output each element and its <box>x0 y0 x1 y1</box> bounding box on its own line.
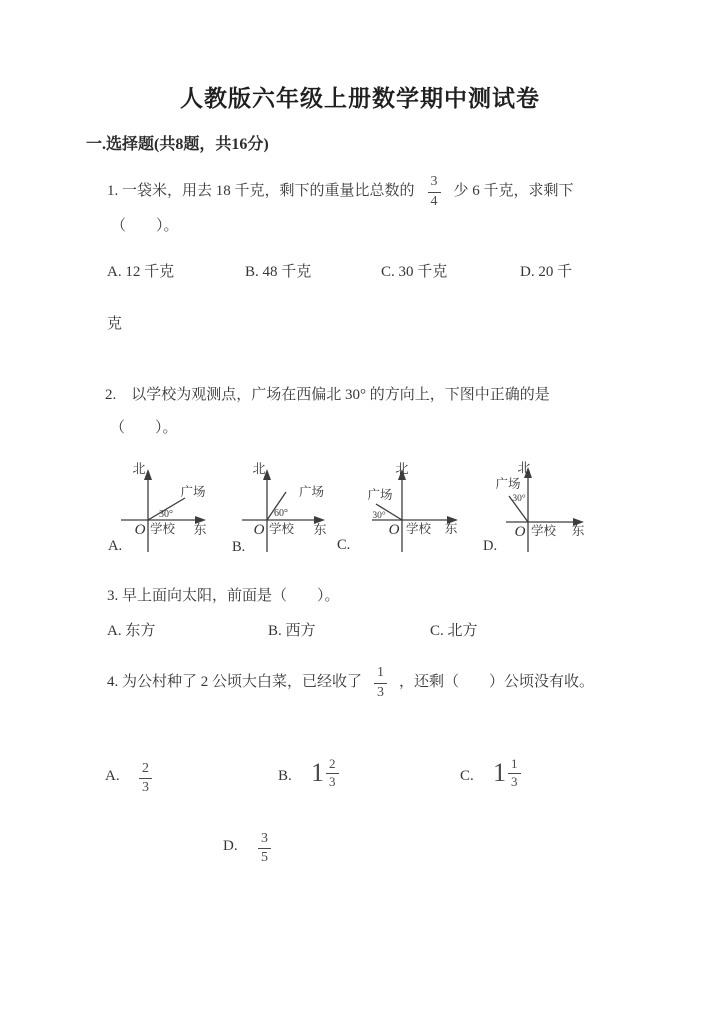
school-label: 学校 <box>269 522 295 536</box>
q4-option-b-mixed-number <box>311 757 339 790</box>
q2-option-c-letter: C. <box>337 537 351 553</box>
q1-option-d-wrapped-char: 克 <box>107 316 123 332</box>
question-1-line1 <box>107 170 574 214</box>
q4-option-a-fraction <box>139 761 152 796</box>
q4-option-c-fraction <box>508 757 521 790</box>
direction-diagram-a <box>105 456 225 558</box>
q1-text-before: 1. 一袋米，用去 18 千克，剩下的重量比总数的 <box>107 183 415 200</box>
fraction-numerator: 3 <box>258 831 271 849</box>
origin-label: O <box>514 524 526 540</box>
page-title: 人教版六年级上册数学期中测试卷 <box>180 86 540 111</box>
q1-option-b: B. 48 千克 <box>245 264 312 280</box>
fraction-numerator: 1 <box>374 665 387 683</box>
east-axis-label: 东 <box>444 521 458 536</box>
direction-diagram-b <box>228 456 351 558</box>
question-3-line1: 3. 早上面向太阳，前面是（ ）。 <box>107 588 340 604</box>
q4-option-c-letter: C. <box>460 768 474 784</box>
origin-label: O <box>388 522 400 538</box>
school-label: 学校 <box>531 524 557 538</box>
fraction-denominator: 3 <box>511 773 518 789</box>
q2-option-b-letter: B. <box>232 539 246 555</box>
north-axis-label: 北 <box>132 461 146 476</box>
angle-label: 60° <box>274 508 288 519</box>
q2-option-a-letter: A. <box>108 538 123 554</box>
q1-answer-blank: （ ）。 <box>111 218 179 234</box>
plaza-label: 广场 <box>367 488 393 502</box>
q4-option-b-fraction <box>326 757 339 790</box>
plaza-label: 广场 <box>180 485 206 499</box>
q4-option-a-letter: A. <box>105 768 120 784</box>
fraction-numerator: 3 <box>428 174 441 192</box>
q4-text-before: 4. 为公村种了 2 公顷大白菜，已经收了 <box>107 674 363 691</box>
plaza-label: 广场 <box>495 477 521 491</box>
north-axis-label: 北 <box>395 461 409 476</box>
q2-answer-blank: （ ）。 <box>110 420 178 436</box>
fraction-denominator: 3 <box>329 773 336 789</box>
fraction-numerator: 2 <box>326 757 339 774</box>
section-header: 一.选择题(共8题，共16分) <box>86 136 269 153</box>
north-axis-label: 北 <box>517 460 531 475</box>
origin-label: O <box>134 522 146 538</box>
plaza-label: 广场 <box>299 485 325 499</box>
q3-option-c: C. 北方 <box>430 623 478 639</box>
angle-label: 30° <box>512 494 526 504</box>
angle-label: 30° <box>159 509 173 520</box>
east-axis-label: 东 <box>193 522 207 537</box>
q4-text-after: ，还剩（ ）公顷没有收。 <box>399 674 595 691</box>
north-axis-label: 北 <box>252 461 266 476</box>
q1-option-c: C. 30 千克 <box>381 264 448 280</box>
direction-diagram-c <box>350 456 470 558</box>
fraction-denominator: 3 <box>142 780 149 796</box>
q2-option-d-letter: D. <box>483 538 498 554</box>
east-axis-label: 东 <box>313 522 327 537</box>
fraction-numerator: 1 <box>508 757 521 774</box>
fraction-denominator: 5 <box>261 850 268 866</box>
q4-fraction <box>374 665 387 700</box>
fraction-denominator: 4 <box>430 193 438 209</box>
fraction-numerator: 2 <box>139 761 152 779</box>
q3-option-a: A. 东方 <box>107 623 156 639</box>
school-label: 学校 <box>150 522 176 536</box>
school-label: 学校 <box>406 522 432 536</box>
question-4-line1 <box>107 660 594 706</box>
mixed-whole-number: 1 <box>493 758 506 788</box>
angle-label: 30° <box>372 511 386 521</box>
q4-option-d-letter: D. <box>223 838 238 854</box>
mixed-whole-number: 1 <box>311 758 324 788</box>
question-2-line1: 2. 以学校为观测点，广场在西偏北 30° 的方向上，下图中正确的是 <box>105 387 550 403</box>
fraction-denominator: 3 <box>377 684 385 700</box>
q4-option-b-letter: B. <box>278 768 292 784</box>
origin-label: O <box>253 522 265 538</box>
q1-option-a: A. 12 千克 <box>107 264 175 280</box>
east-axis-label: 东 <box>571 523 585 538</box>
q1-option-d: D. 20 千 <box>520 264 573 280</box>
q4-option-d-fraction <box>258 831 271 866</box>
q4-option-c-mixed-number <box>493 757 521 790</box>
q1-fraction <box>428 174 441 209</box>
q3-option-b: B. 西方 <box>268 623 316 639</box>
q1-text-after: 少 6 千克，求剩下 <box>453 183 574 200</box>
